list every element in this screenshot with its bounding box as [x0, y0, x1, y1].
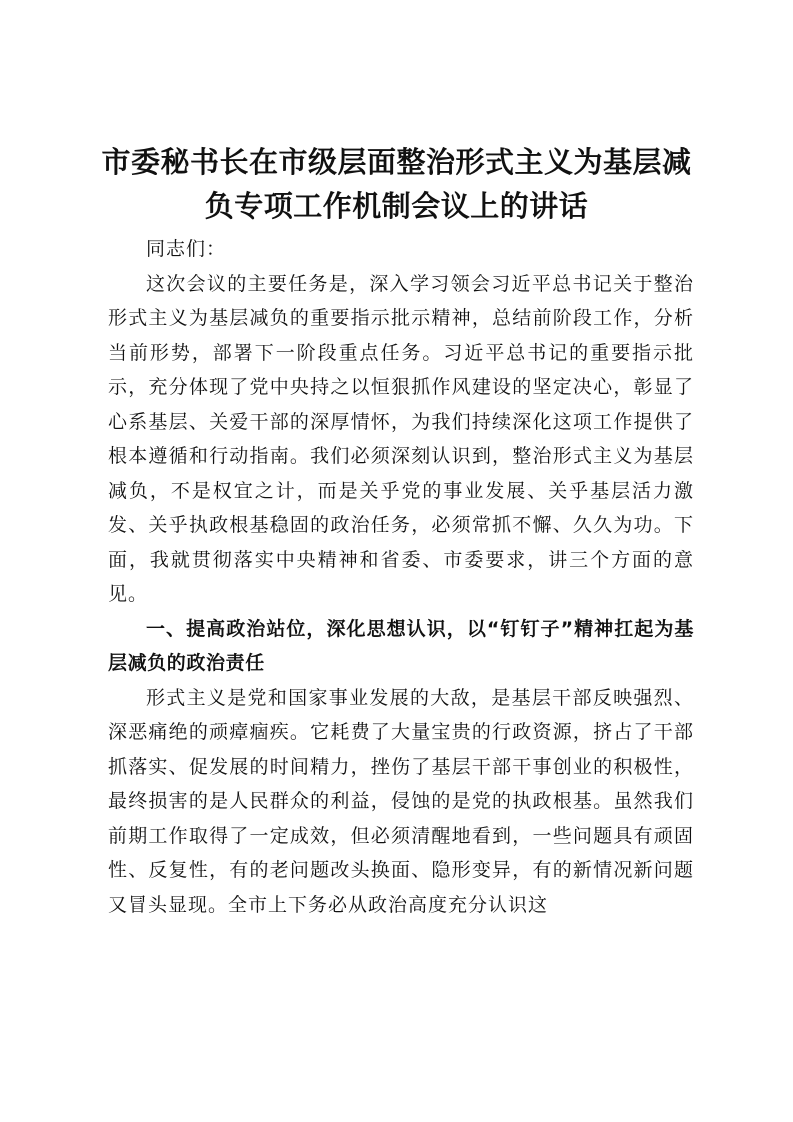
- document-body: [108, 232, 694, 922]
- section-heading-1: 一、提高政治站位，深化思想认识，以“钉钉子”精神扛起为基层减负的政治责任: [108, 617, 694, 674]
- intro-paragraph: 这次会议的主要任务是，深入学习领会习近平总书记关于整治形式主义为基层减负的重要指示批示精神，总结前阶段工作，分析当前形势，部署下一阶段重点任务。习近平总书记的重要指示批示，充分体现了党中央持之以恒狠抓作风建设的坚定决心，彰显了心系基层、关爱干部的深厚情怀，为我们持续深化这项工作提供了根本遵循和行动指南。我们必须深刻认识到，整治形式主义为基层减负，不是权宜之计，而是关乎党的事业发展、关乎基层活力激发、关乎执政根基稳固的政治任务，必须常抓不懈、久久为功。下面，我就贯彻落实中央精神和省委、市委要求，讲三个方面的意见。: [108, 272, 694, 605]
- salutation: 同志们：: [146, 238, 227, 260]
- section-1-paragraph: 形式主义是党和国家事业发展的大敌，是基层干部反映强烈、深恶痛绝的顽瘴痼疾。它耗费了大量宝贵的行政资源，挤占了干部抓落实、促发展的时间精力，挫伤了基层干部干事创业的积极性，最终损害的是人民群众的利益，侵蚀的是党的执政根基。虽然我们前期工作取得了一定成效，但必须清醒地看到，一些问题具有顽固性、反复性，有的老问题改头换面、隐形变异，有的新情况新问题又冒头显现。全市上下务必从政治高度充分认识这: [108, 686, 694, 916]
- document-title: 市委秘书长在市级层面整治形式主义为基层减负专项工作机制会议上的讲话: [101, 145, 692, 223]
